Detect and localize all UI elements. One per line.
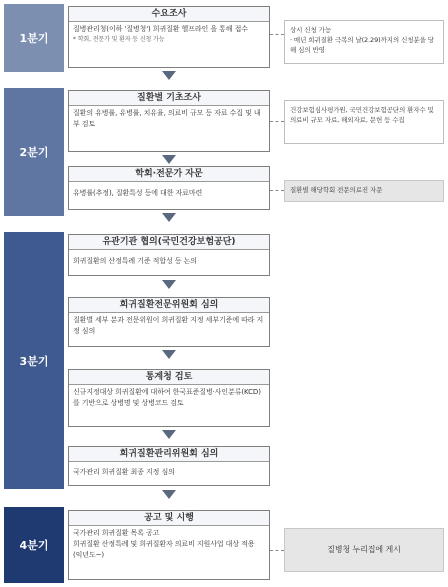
step-body: 국가관리 희귀질환 최종 지정 심의 (73, 468, 175, 476)
step-body: 질병관리청(이하 '질병청') 희귀질환 헬프라인 을 통해 접수 (73, 25, 248, 33)
step-body: 국가관리 희귀질환 목록 공고 희귀질환 산정특례 및 희귀질환자 의료비 지원사업 대상 적용 (익년도~) (73, 529, 255, 559)
flow-arrow-icon (162, 280, 176, 289)
step-basic-research (68, 90, 270, 152)
step-title: 희귀질환전문위원회 심의 (69, 298, 269, 313)
side-note-text: 건강보험심사평가원, 국민건강보험공단의 환자수 및 의료비 규모 자료, 해외자료, 문헌 등 수집 (290, 106, 434, 124)
step-demand-survey (68, 6, 270, 68)
side-note-text: 질병청 누리집에 게시 (327, 545, 401, 554)
connector-line (270, 121, 284, 122)
step-title: 학회·전문가 자문 (69, 167, 269, 182)
side-note-advisory (284, 180, 444, 202)
step-title: 공고 및 시행 (69, 511, 269, 526)
step-body: 질환별 세부 분과 전문위원이 희귀질환 지정 세부기준에 따라 지정 심의 (73, 316, 264, 335)
quarter-4-label: 4분기 (19, 539, 49, 552)
quarter-1-label: 1분기 (19, 32, 49, 45)
side-note-announcement (284, 528, 444, 572)
step-body: 신규지정대상 희귀질환에 대하여 한국표준질병·사인분류(KCD)를 기반으로 상병명 및 상병코드 검토 (73, 388, 261, 407)
side-note-line: 상시 신청 가능 (290, 26, 332, 34)
side-note-survey (284, 20, 444, 64)
connector-line (270, 190, 284, 191)
step-note: * 학회, 전문가 및 환자 등 신청 가능 (73, 36, 165, 43)
quarter-2-label: 2분기 (19, 146, 49, 159)
flow-arrow-icon (162, 430, 176, 439)
step-agency-consultation (68, 234, 270, 276)
connector-line (270, 550, 284, 551)
step-announcement (68, 510, 270, 580)
side-note-basic-research (284, 100, 444, 144)
connector-line (270, 34, 284, 35)
quarter-2-band (4, 88, 64, 216)
step-expert-advisory (68, 166, 270, 210)
step-body: 유병률(추정), 질환특성 등에 대한 자료마련 (73, 189, 203, 197)
step-expert-committee (68, 297, 270, 347)
quarter-3-band (4, 232, 64, 489)
quarter-3-label: 3분기 (19, 354, 49, 368)
side-note-line: · 매년 희귀질환 극복의 날(2.29)까지의 신청분을 당해 심의 반영 (290, 36, 434, 54)
quarter-1-band (4, 4, 64, 72)
step-title: 통계청 검토 (69, 370, 269, 385)
step-body: 질환의 유병률, 유병률, 치유율, 의료비 규모 등 자료 수집 및 내부 검토 (73, 109, 261, 128)
quarter-4-band (4, 507, 64, 583)
step-title: 수요조사 (69, 7, 269, 22)
step-title: 유관기관 협의(국민건강보험공단) (69, 235, 269, 250)
step-management-committee (68, 446, 270, 486)
step-statistics-review (68, 369, 270, 427)
step-title: 질환별 기초조사 (69, 91, 269, 106)
flow-arrow-icon (162, 213, 176, 222)
flow-arrow-icon (162, 155, 176, 164)
side-note-text: 질환별 해당학회 전문의료진 자문 (290, 186, 383, 194)
flow-arrow-icon (162, 490, 176, 499)
flow-arrow-icon (162, 350, 176, 359)
step-title: 희귀질환관리위원회 심의 (69, 447, 269, 462)
step-body: 희귀질환의 산정특례 기준 적합성 등 논의 (73, 257, 197, 265)
flow-arrow-icon (162, 71, 176, 80)
